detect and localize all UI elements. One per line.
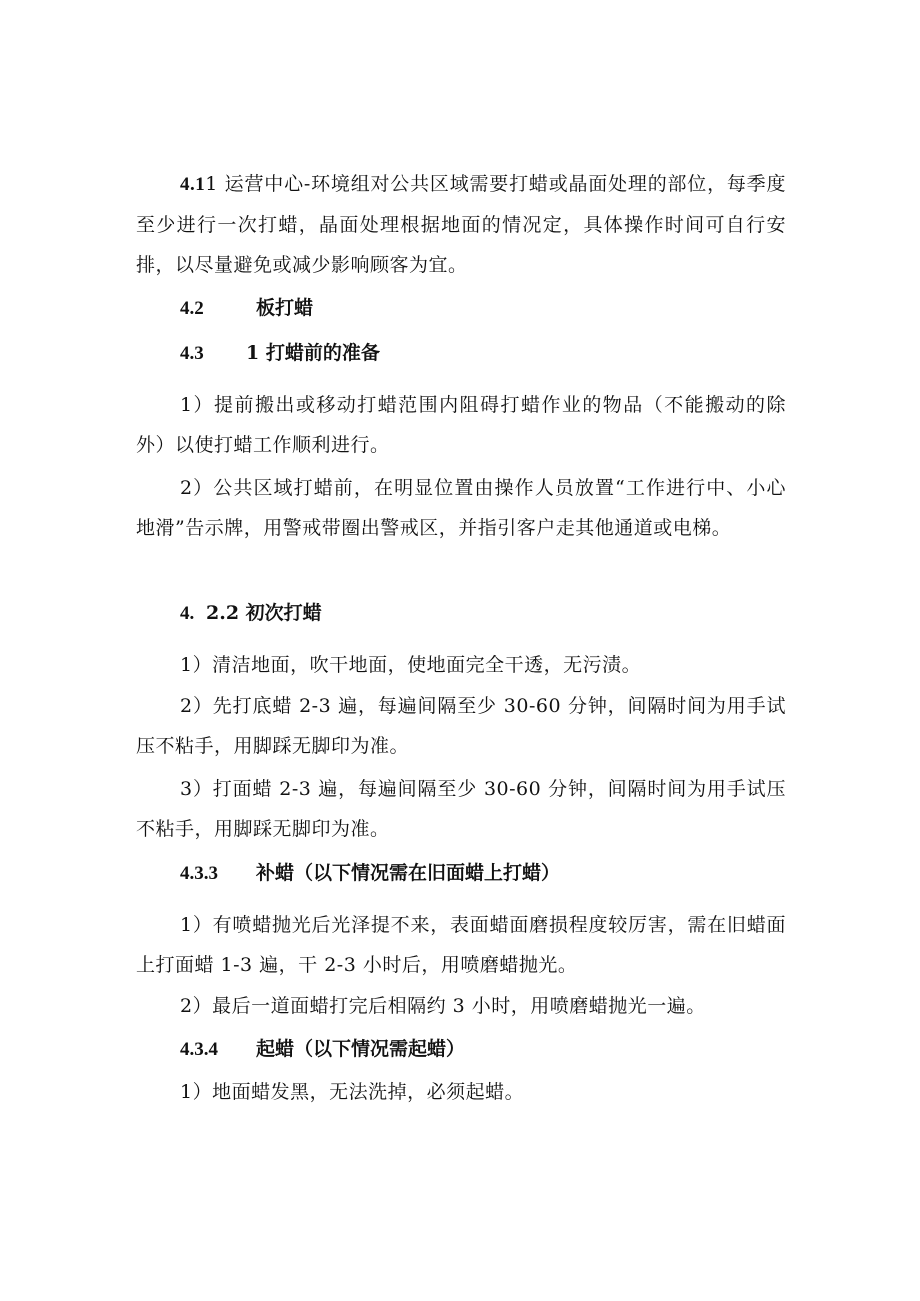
list-item: [136, 686, 786, 766]
section-title: 起蜡（以下情况需起蜡）: [256, 1038, 466, 1060]
list-item: [136, 1072, 786, 1112]
section-title: 2.2 初次打蜡: [206, 602, 322, 624]
list-item: [136, 645, 786, 685]
section-number: 4.3: [180, 343, 204, 364]
section-title: 板打蜡: [256, 297, 314, 319]
section-number: 4.3.3: [180, 863, 218, 884]
list-item-text: 2）公共区域打蜡前，在明显位置由操作人员放置“工作进行中、小心地滑”告示牌，用警戒带圈出警戒区，并指引客户走其他通道或电梯。: [136, 477, 786, 539]
list-item-text: 2）最后一道面蜡打完后相隔约 3 小时，用喷磨蜡抛光一遍。: [180, 995, 706, 1017]
heading-4-2-2: [180, 593, 780, 634]
list-item: [136, 769, 786, 849]
list-item-text: 1）地面蜡发黑，无法洗掉，必须起蜡。: [180, 1081, 525, 1103]
heading-4-3: [180, 333, 780, 374]
section-number: 4.3.4: [180, 1039, 218, 1060]
heading-4-3-3: [180, 853, 780, 894]
section-title: 1 打蜡前的准备: [246, 342, 380, 364]
list-item-text: 1）清洁地面，吹干地面，使地面完全干透，无污渍。: [180, 654, 642, 676]
list-item-text: 1）有喷蜡抛光后光泽提不来，表面蜡面磨损程度较厉害，需在旧蜡面上打面蜡 1-3 遍，干 2-3 小时后，用喷磨蜡抛光。: [136, 914, 786, 976]
heading-4-2: [180, 288, 780, 329]
paragraph-text: 1 运营中心-环境组对公共区域需要打蜡或晶面处理的部位，每季度至少进行一次打蜡，晶面处理根据地面的情况定，具体操作时间可自行安排，以尽量避免或减少影响顾客为宜。: [136, 173, 786, 276]
list-item-text: 3）打面蜡 2-3 遍，每遍间隔至少 30-60 分钟，间隔时间为用手试压不粘手，用脚踩无脚印为准。: [136, 778, 786, 840]
section-title: 补蜡（以下情况需在旧面蜡上打蜡）: [256, 862, 561, 884]
section-number: 4.2: [180, 298, 204, 319]
section-number: 4.1: [180, 174, 206, 195]
paragraph-4-1: [136, 164, 786, 285]
list-item: [136, 986, 786, 1026]
list-item: [136, 385, 786, 465]
heading-4-3-4: [180, 1029, 780, 1070]
list-item-text: 2）先打底蜡 2-3 遍，每遍间隔至少 30-60 分钟，间隔时间为用手试压不粘手，用脚踩无脚印为准。: [136, 695, 786, 757]
list-item: [136, 468, 786, 548]
section-number: 4.: [180, 603, 195, 624]
list-item: [136, 905, 786, 985]
list-item-text: 1）提前搬出或移动打蜡范围内阻碍打蜡作业的物品（不能搬动的除外）以使打蜡工作顺利进行。: [136, 394, 786, 456]
